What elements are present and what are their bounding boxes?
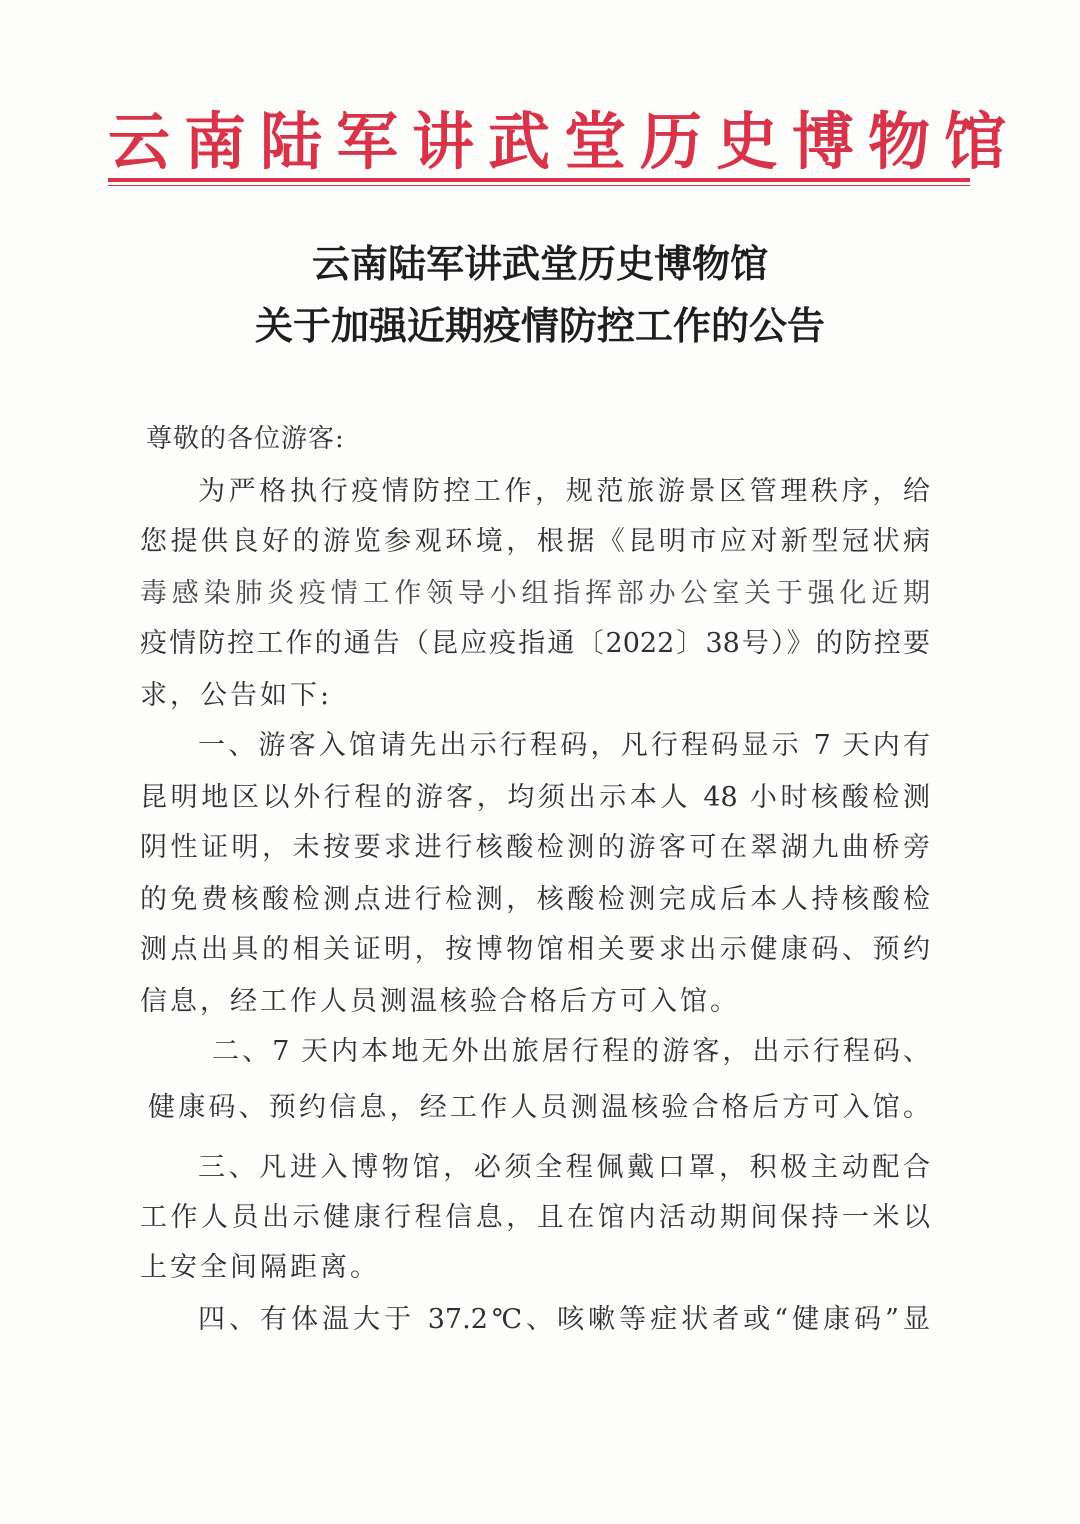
paragraph-line: 二、7 天内本地无外出旅居行程的游客，出示行程码、: [212, 1036, 930, 1067]
paragraph-line: 您提供良好的游览参观环境，根据《昆明市应对新型冠状病: [140, 526, 930, 557]
paragraph-line: 信息，经工作人员测温核验合格后方可入馆。: [140, 986, 740, 1017]
paragraph-line: 测点出具的相关证明，按博物馆相关要求出示健康码、预约: [140, 934, 930, 965]
paragraph-line: 的免费核酸检测点进行检测，核酸检测完成后本人持核酸检: [140, 884, 930, 915]
paragraph-line: 健康码、预约信息，经工作人员测温核验合格后方可入馆。: [148, 1092, 930, 1123]
letterhead-rule-thin: [108, 185, 970, 186]
paragraph-line: 为严格执行疫情防控工作，规范旅游景区管理秩序，给: [198, 476, 930, 507]
paragraph-line: 四、有体温大于 37.2℃、咳嗽等症状者或“健康码”显: [198, 1304, 930, 1335]
letterhead-org-name: 云南陆军讲武堂历史博物馆: [108, 105, 1021, 178]
paragraph-line: 阴性证明，未按要求进行核酸检测的游客可在翠湖九曲桥旁: [140, 832, 930, 863]
document-title-line-2: 关于加强近期疫情防控工作的公告: [254, 303, 825, 348]
salutation: 尊敬的各位游客:: [146, 424, 345, 454]
paragraph-line: 求，公告如下:: [140, 680, 333, 711]
paragraph-line: 三、凡进入博物馆，必须全程佩戴口罩，积极主动配合: [198, 1152, 930, 1183]
paragraph-line: 毒感染肺炎疫情工作领导小组指挥部办公室关于强化近期: [140, 578, 930, 609]
paragraph-line: 工作人员出示健康行程信息，且在馆内活动期间保持一米以: [140, 1202, 930, 1233]
document-title-line-1: 云南陆军讲武堂历史博物馆: [311, 241, 768, 286]
letterhead-rule-thick: [108, 178, 970, 182]
paragraph-line: 一、游客入馆请先出示行程码，凡行程码显示 7 天内有: [198, 730, 930, 761]
paragraph-line: 昆明地区以外行程的游客，均须出示本人 48 小时核酸检测: [140, 782, 930, 813]
paragraph-line: 疫情防控工作的通告（昆应疫指通〔2022〕38号）》的防控要: [140, 628, 930, 659]
paragraph-line: 上安全间隔距离。: [140, 1252, 380, 1283]
